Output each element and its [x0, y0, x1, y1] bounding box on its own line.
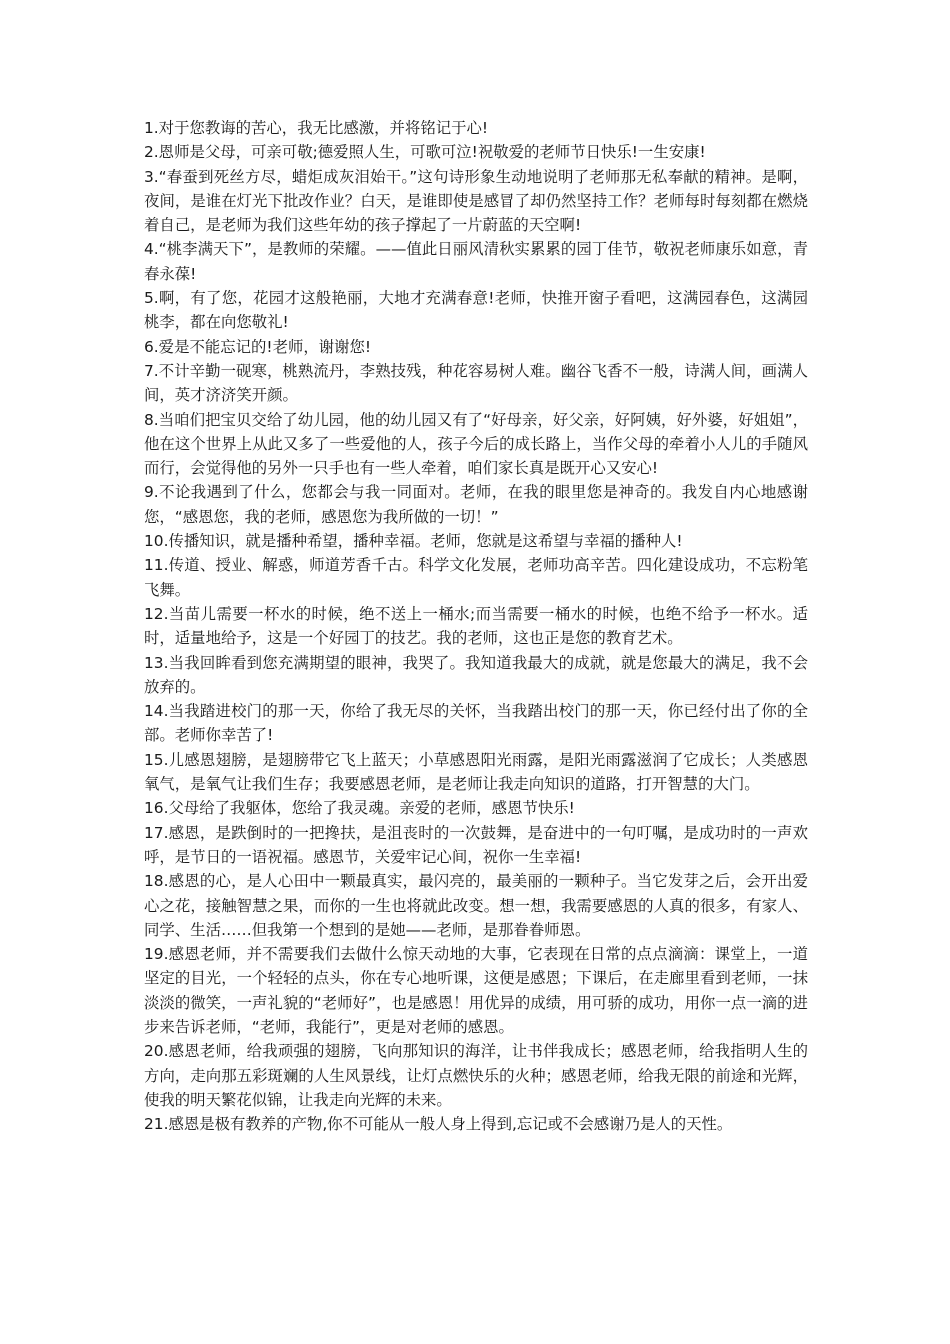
document-body [144, 116, 808, 1136]
list-item: 6.爱是不能忘记的!老师，谢谢您! [144, 337, 372, 356]
list-item: 7.不计辛勤一砚寒，桃熟流丹，李熟技残，种花容易树人难。幽谷飞香不一般，诗满人间，画满人间，英才济济笑开颜。 [144, 361, 808, 405]
list-item: 3.“春蚕到死丝方尽，蜡炬成灰泪始干。”这句诗形象生动地说明了老师那无私奉献的精神。是啊，夜间，是谁在灯光下批改作业？白天，是谁即使是感冒了却仍然坚持工作？老师每时每刻都在燃烧着自己，是老师为我们这些年幼的孩子撑起了一片蔚蓝的天空啊! [144, 167, 808, 235]
list-item: 14.当我踏进校门的那一天，你给了我无尽的关怀，当我踏出校门的那一天，你已经付出了你的全部。老师你幸苦了! [144, 702, 808, 745]
list-item: 16.父母给了我躯体，您给了我灵魂。亲爱的老师，感恩节快乐! [144, 799, 575, 818]
list-item: 11.传道、授业、解惑，师道芳香千古。科学文化发展，老师功高辛苦。四化建设成功，不忘粉笔飞舞。 [144, 556, 808, 599]
list-item: 1.对于您教诲的苦心，我无比感激，并将铭记于心! [144, 119, 489, 137]
list-item: 10.传播知识，就是播种希望，播种幸福。老师，您就是这希望与幸福的播种人! [144, 532, 683, 551]
list-item: 9.不论我遇到了什么，您都会与我一同面对。老师，在我的眼里您是神奇的。我发自内心地感谢您，“感恩您，我的老师，感恩您为我所做的一切！” [144, 483, 808, 526]
list-item: 12.当苗儿需要一杯水的时候，绝不送上一桶水;而当需要一桶水的时候，也绝不给予一杯水。适时，适量地给予，这是一个好园丁的技艺。我的老师，这也正是您的教育艺术。 [144, 604, 808, 648]
list-item: 19.感恩老师，并不需要我们去做什么惊天动地的大事，它表现在日常的点点滴滴：课堂上，一道坚定的目光，一个轻轻的点头，你在专心地听课，这便是感恩；下课后，在走廊里看到老师，一抹淡淡的微笑，一声礼貌的“老师好”，也是感恩！用优异的成绩，用可骄的成功，用你一点一滴的进步来告诉老师，“老师，我能行”，更是对老师的感恩。 [144, 945, 808, 1036]
list-item: 8.当咱们把宝贝交给了幼儿园，他的幼儿园又有了“好母亲，好父亲，好阿姨，好外婆，好姐姐”，他在这个世界上从此又多了一些爱他的人，孩子今后的成长路上，当作父母的牵着小人儿的手随风而行，会觉得他的另外一只手也有一些人牵着，咱们家长真是既开心又安心! [144, 410, 808, 478]
list-item: 20.感恩老师，给我顽强的翅膀，飞向那知识的海洋，让书伴我成长；感恩老师，给我指明人生的方向，走向那五彩斑斓的人生风景线，让灯点燃快乐的火种；感恩老师，给我无限的前途和光辉，使我的明天繁花似锦，让我走向光辉的未来。 [144, 1042, 808, 1109]
list-item: 5.啊，有了您，花园才这般艳丽，大地才充满春意!老师，快推开窗子看吧，这满园春色，这满园桃李，都在向您敬礼! [144, 289, 808, 332]
list-item: 17.感恩，是跌倒时的一把搀扶，是沮丧时的一次鼓舞，是奋进中的一句叮嘱，是成功时的一声欢呼，是节日的一语祝福。感恩节，关爱牢记心间，祝你一生幸福! [144, 823, 808, 866]
list-item: 2.恩师是父母，可亲可敬;德爱照人生，可歌可泣!祝敬爱的老师节日快乐!一生安康! [144, 143, 706, 162]
list-item: 13.当我回眸看到您充满期望的眼神，我哭了。我知道我最大的成就，就是您最大的满足，我不会放弃的。 [144, 653, 808, 696]
list-item: 4.“桃李满天下”，是教师的荣耀。——值此日丽风清秋实累累的园丁佳节，敬祝老师康乐如意，青春永葆! [144, 240, 808, 283]
list-item: 21.感恩是极有教养的产物,你不可能从一般人身上得到,忘记或不会感谢乃是人的天性。 [144, 1115, 733, 1134]
list-item: 15.儿感恩翅膀，是翅膀带它飞上蓝天；小草感恩阳光雨露，是阳光雨露滋润了它成长；人类感恩氧气，是氧气让我们生存；我要感恩老师，是老师让我走向知识的道路，打开智慧的大门。 [144, 750, 808, 794]
list-item: 18.感恩的心，是人心田中一颗最真实，最闪亮的，最美丽的一颗种子。当它发芽之后，会开出爱心之花，接触智慧之果，而你的一生也将就此改变。想一想，我需要感恩的人真的很多，有家人、同学、生活……但我第一个想到的是她——老师，是那眷眷师恩。 [144, 872, 808, 939]
